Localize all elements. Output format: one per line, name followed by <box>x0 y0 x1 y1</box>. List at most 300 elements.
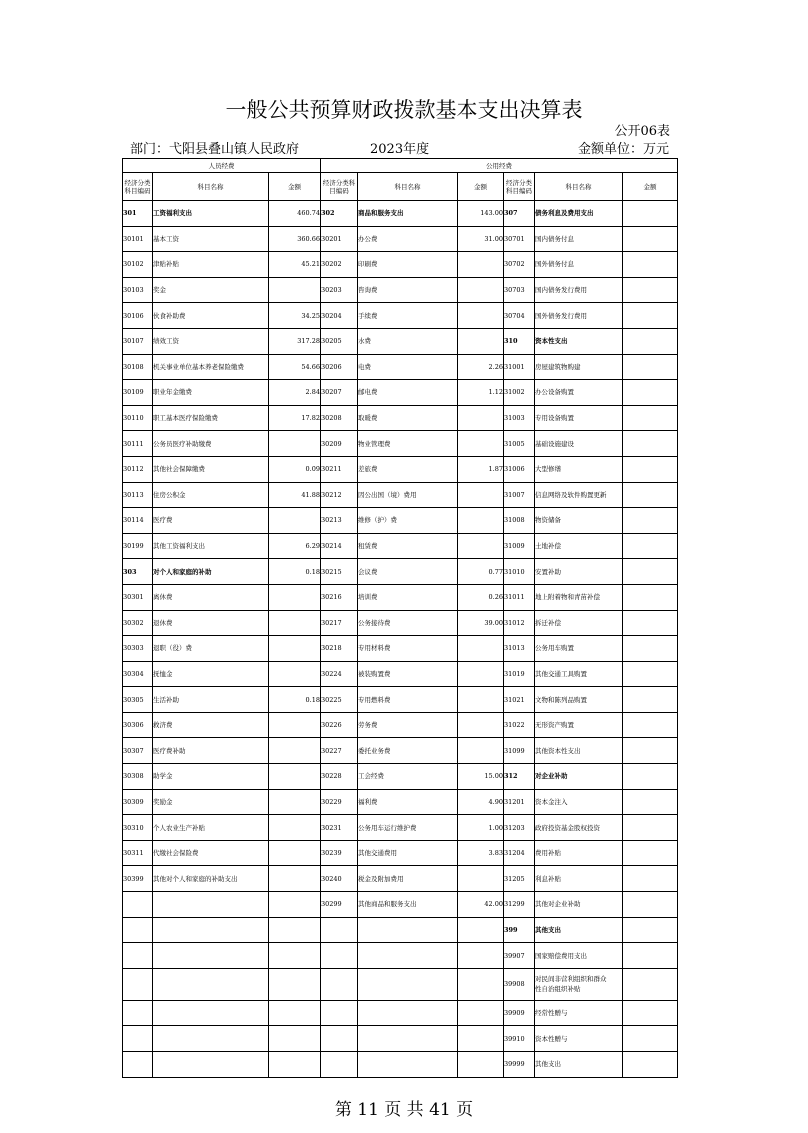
public-a-code-cell: 30206 <box>321 354 358 380</box>
personnel-name-cell: 绩效工资 <box>153 328 269 354</box>
public-b-code-cell: 31013 <box>504 636 535 662</box>
public-b-code-cell: 312 <box>504 764 535 790</box>
public-a-amount-cell <box>458 943 504 969</box>
public-b-name-cell: 政府投资基金股权投资 <box>535 815 623 841</box>
table-row <box>123 636 678 662</box>
public-b-name-cell: 其他资本性支出 <box>535 738 623 764</box>
public-a-code-cell: 30213 <box>321 508 358 534</box>
column-header-row <box>123 173 678 201</box>
personnel-name-cell: 救济费 <box>153 712 269 738</box>
public-a-name-cell: 因公出国（境）费用 <box>358 482 458 508</box>
personnel-amount-cell <box>269 431 321 457</box>
personnel-name-cell <box>153 1026 269 1052</box>
public-a-code-cell: 30226 <box>321 712 358 738</box>
public-a-amount-cell: 0.26 <box>458 584 504 610</box>
personnel-code-cell: 30399 <box>123 866 153 892</box>
personnel-code-cell: 30308 <box>123 764 153 790</box>
personnel-amount-cell: 17.82 <box>269 405 321 431</box>
personnel-code-cell: 30103 <box>123 277 153 303</box>
public-b-amount-cell <box>623 636 678 662</box>
public-a-code-cell <box>321 1026 358 1052</box>
personnel-amount-cell <box>269 738 321 764</box>
public-a-code-cell: 30209 <box>321 431 358 457</box>
public-a-code-cell: 30216 <box>321 584 358 610</box>
public-a-name-cell <box>358 1026 458 1052</box>
public-a-code-cell: 30214 <box>321 533 358 559</box>
personnel-code-cell: 30101 <box>123 226 153 252</box>
personnel-code-cell: 30114 <box>123 508 153 534</box>
public-a-amount-cell: 1.00 <box>458 815 504 841</box>
public-a-code-cell: 30208 <box>321 405 358 431</box>
public-b-name-cell: 国内债务付息 <box>535 226 623 252</box>
public-b-code-cell: 30703 <box>504 277 535 303</box>
table-row <box>123 584 678 610</box>
public-b-code-cell: 31099 <box>504 738 535 764</box>
table-row <box>123 533 678 559</box>
public-a-code-cell: 30202 <box>321 252 358 278</box>
public-a-name-cell <box>358 943 458 969</box>
public-a-amount-header: 金额 <box>458 173 504 201</box>
public-b-amount-cell <box>623 892 678 918</box>
table-number: 公开06表 <box>614 124 670 139</box>
personnel-name-cell: 生活补助 <box>153 687 269 713</box>
public-b-code-cell: 31201 <box>504 789 535 815</box>
public-b-name-cell: 拆迁补偿 <box>535 610 623 636</box>
public-b-name-cell: 债务利息及费用支出 <box>535 201 623 227</box>
public-a-name-cell: 办公费 <box>358 226 458 252</box>
table-row <box>123 277 678 303</box>
personnel-name-cell: 伙食补助费 <box>153 303 269 329</box>
public-a-name-cell: 印刷费 <box>358 252 458 278</box>
personnel-group-header: 人员经费 <box>123 159 321 173</box>
public-b-amount-cell <box>623 431 678 457</box>
personnel-amount-cell: 34.25 <box>269 303 321 329</box>
personnel-amount-cell: 0.09 <box>269 456 321 482</box>
personnel-amount-cell <box>269 866 321 892</box>
personnel-amount-cell <box>269 277 321 303</box>
public-a-amount-cell <box>458 252 504 278</box>
public-b-code-cell: 399 <box>504 917 535 943</box>
public-a-code-cell: 30205 <box>321 328 358 354</box>
personnel-code-cell: 30302 <box>123 610 153 636</box>
personnel-amount-cell <box>269 712 321 738</box>
public-b-amount-cell <box>623 840 678 866</box>
personnel-code-cell <box>123 917 153 943</box>
public-a-code-cell: 30211 <box>321 456 358 482</box>
table-row <box>123 764 678 790</box>
public-a-amount-cell: 3.83 <box>458 840 504 866</box>
personnel-name-cell: 代缴社会保险费 <box>153 840 269 866</box>
personnel-code-cell: 30107 <box>123 328 153 354</box>
table-row <box>123 226 678 252</box>
personnel-amount-cell: 45.21 <box>269 252 321 278</box>
personnel-name-cell: 奖金 <box>153 277 269 303</box>
table-row <box>123 815 678 841</box>
public-b-name-cell: 安置补助 <box>535 559 623 585</box>
public-b-code-cell: 31022 <box>504 712 535 738</box>
public-a-name-cell: 维修（护）费 <box>358 508 458 534</box>
public-b-amount-cell <box>623 277 678 303</box>
public-b-code-cell: 307 <box>504 201 535 227</box>
personnel-amount-cell <box>269 764 321 790</box>
table-row <box>123 354 678 380</box>
personnel-amount-cell <box>269 508 321 534</box>
table-body <box>123 201 678 1078</box>
public-a-name-cell: 公务用车运行维护费 <box>358 815 458 841</box>
public-a-code-cell: 30212 <box>321 482 358 508</box>
public-a-code-cell: 30228 <box>321 764 358 790</box>
public-b-amount-cell <box>623 712 678 738</box>
personnel-amount-cell <box>269 1026 321 1052</box>
public-b-amount-cell <box>623 1052 678 1078</box>
public-a-amount-cell: 31.00 <box>458 226 504 252</box>
personnel-code-cell: 30102 <box>123 252 153 278</box>
table-row <box>123 712 678 738</box>
public-a-amount-cell: 0.77 <box>458 559 504 585</box>
public-a-name-cell: 商品和服务支出 <box>358 201 458 227</box>
public-a-name-cell: 劳务费 <box>358 712 458 738</box>
personnel-code-cell: 30310 <box>123 815 153 841</box>
public-b-amount-cell <box>623 405 678 431</box>
personnel-amount-cell <box>269 1000 321 1026</box>
public-b-amount-header: 金额 <box>623 173 678 201</box>
personnel-code-cell: 30304 <box>123 661 153 687</box>
personnel-code-cell: 30109 <box>123 380 153 406</box>
public-b-code-cell: 31009 <box>504 533 535 559</box>
table-row <box>123 303 678 329</box>
public-b-amount-cell <box>623 533 678 559</box>
table-row <box>123 840 678 866</box>
public-a-name-cell <box>358 1052 458 1078</box>
personnel-name-cell: 退休费 <box>153 610 269 636</box>
personnel-name-cell <box>153 917 269 943</box>
personnel-name-cell: 退职（役）费 <box>153 636 269 662</box>
public-b-name-cell: 地上附着物和青苗补偿 <box>535 584 623 610</box>
personnel-amount-cell: 360.66 <box>269 226 321 252</box>
public-b-amount-cell <box>623 1026 678 1052</box>
table-row <box>123 201 678 227</box>
personnel-amount-cell <box>269 892 321 918</box>
table-row <box>123 405 678 431</box>
public-b-name-cell: 其他交通工具购置 <box>535 661 623 687</box>
public-b-amount-cell <box>623 354 678 380</box>
personnel-amount-cell <box>269 840 321 866</box>
personnel-code-cell: 30301 <box>123 584 153 610</box>
personnel-code-cell: 30307 <box>123 738 153 764</box>
personnel-code-cell <box>123 892 153 918</box>
public-b-code-cell: 39908 <box>504 968 535 1000</box>
personnel-amount-cell <box>269 610 321 636</box>
budget-table <box>122 158 678 1078</box>
personnel-name-cell: 抚恤金 <box>153 661 269 687</box>
public-a-code-cell: 30240 <box>321 866 358 892</box>
public-a-code-cell: 30231 <box>321 815 358 841</box>
public-a-name-cell: 水费 <box>358 328 458 354</box>
public-a-amount-cell: 2.26 <box>458 354 504 380</box>
personnel-amount-cell: 2.84 <box>269 380 321 406</box>
personnel-name-cell <box>153 1052 269 1078</box>
personnel-name-cell <box>153 943 269 969</box>
public-b-code-cell: 31006 <box>504 456 535 482</box>
table-row <box>123 661 678 687</box>
public-a-name-cell: 会议费 <box>358 559 458 585</box>
public-a-name-cell: 差旅费 <box>358 456 458 482</box>
public-b-code-cell: 31008 <box>504 508 535 534</box>
public-b-name-cell: 费用补贴 <box>535 840 623 866</box>
personnel-amount-cell: 6.29 <box>269 533 321 559</box>
public-b-name-cell: 利息补贴 <box>535 866 623 892</box>
public-b-name-cell: 国家赔偿费用支出 <box>535 943 623 969</box>
public-a-name-cell <box>358 917 458 943</box>
public-a-code-cell: 30218 <box>321 636 358 662</box>
public-a-name-cell: 电费 <box>358 354 458 380</box>
public-a-name-cell: 福利费 <box>358 789 458 815</box>
personnel-name-cell: 其他社会保障缴费 <box>153 456 269 482</box>
public-a-name-cell: 其他交通费用 <box>358 840 458 866</box>
public-a-code-cell: 30215 <box>321 559 358 585</box>
personnel-code-cell: 30309 <box>123 789 153 815</box>
personnel-name-cell: 奖励金 <box>153 789 269 815</box>
personnel-name-cell: 公务员医疗补助缴费 <box>153 431 269 457</box>
public-a-amount-cell <box>458 712 504 738</box>
public-b-name-cell: 经常性赠与 <box>535 1000 623 1026</box>
public-b-name-cell: 其他支出 <box>535 917 623 943</box>
public-b-name-cell: 国外债务付息 <box>535 252 623 278</box>
public-b-code-cell: 31001 <box>504 354 535 380</box>
public-b-name-cell: 国内债务发行费用 <box>535 277 623 303</box>
table-row <box>123 508 678 534</box>
personnel-name-cell: 离休费 <box>153 584 269 610</box>
personnel-code-cell: 303 <box>123 559 153 585</box>
public-b-name-cell: 其他对企业补助 <box>535 892 623 918</box>
personnel-name-cell <box>153 1000 269 1026</box>
public-b-name-cell: 对企业补助 <box>535 764 623 790</box>
public-b-amount-cell <box>623 815 678 841</box>
personnel-code-cell: 30305 <box>123 687 153 713</box>
personnel-amount-cell: 317.28 <box>269 328 321 354</box>
public-a-code-cell: 30203 <box>321 277 358 303</box>
personnel-amount-cell: 460.74 <box>269 201 321 227</box>
public-a-code-cell: 30239 <box>321 840 358 866</box>
table-row <box>123 687 678 713</box>
public-a-code-cell: 30201 <box>321 226 358 252</box>
table-row <box>123 559 678 585</box>
public-a-name-cell: 物业管理费 <box>358 431 458 457</box>
public-b-amount-cell <box>623 252 678 278</box>
public-a-name-cell: 其他商品和服务支出 <box>358 892 458 918</box>
table-row <box>123 610 678 636</box>
public-a-amount-cell <box>458 328 504 354</box>
public-b-amount-cell <box>623 738 678 764</box>
public-a-name-cell: 咨询费 <box>358 277 458 303</box>
public-b-name-cell: 土地补偿 <box>535 533 623 559</box>
page-title: 一般公共预算财政拨款基本支出决算表 <box>225 98 583 122</box>
public-b-name-cell: 资本性赠与 <box>535 1026 623 1052</box>
public-b-code-cell: 39999 <box>504 1052 535 1078</box>
amount-unit-label: 金额单位：万元 <box>578 142 670 157</box>
public-b-code-cell: 39910 <box>504 1026 535 1052</box>
personnel-name-cell: 津贴补贴 <box>153 252 269 278</box>
public-a-name-cell <box>358 968 458 1000</box>
personnel-code-cell: 30108 <box>123 354 153 380</box>
table-row <box>123 789 678 815</box>
personnel-name-cell: 个人农业生产补贴 <box>153 815 269 841</box>
public-b-name-cell: 大型修缮 <box>535 456 623 482</box>
public-a-name-cell: 被装购置费 <box>358 661 458 687</box>
personnel-name-cell: 基本工资 <box>153 226 269 252</box>
public-b-code-cell: 31019 <box>504 661 535 687</box>
public-a-amount-cell: 4.90 <box>458 789 504 815</box>
public-a-amount-cell <box>458 636 504 662</box>
public-a-amount-cell: 143.00 <box>458 201 504 227</box>
personnel-name-cell <box>153 892 269 918</box>
public-a-code-cell <box>321 968 358 1000</box>
public-a-name-cell: 邮电费 <box>358 380 458 406</box>
personnel-amount-cell <box>269 968 321 1000</box>
public-b-code-cell: 39907 <box>504 943 535 969</box>
personnel-name-cell <box>153 968 269 1000</box>
personnel-code-cell <box>123 1026 153 1052</box>
public-b-code-cell: 31007 <box>504 482 535 508</box>
public-a-amount-cell: 15.00 <box>458 764 504 790</box>
personnel-name-cell: 职工基本医疗保险缴费 <box>153 405 269 431</box>
public-b-name-cell: 无形资产购置 <box>535 712 623 738</box>
public-a-amount-cell: 1.87 <box>458 456 504 482</box>
public-b-name-cell: 物资储备 <box>535 508 623 534</box>
table-row <box>123 866 678 892</box>
public-a-amount-cell <box>458 968 504 1000</box>
department-label: 部门：弋阳县叠山镇人民政府 <box>130 142 300 157</box>
table-row <box>123 943 678 969</box>
table-row <box>123 1052 678 1078</box>
public-b-name-cell: 专用设备购置 <box>535 405 623 431</box>
public-b-code-cell: 310 <box>504 328 535 354</box>
personnel-code-cell: 30110 <box>123 405 153 431</box>
public-b-code-cell: 31021 <box>504 687 535 713</box>
public-a-name-cell: 手续费 <box>358 303 458 329</box>
public-b-code-cell: 30701 <box>504 226 535 252</box>
personnel-code-cell: 30306 <box>123 712 153 738</box>
public-a-code-cell: 302 <box>321 201 358 227</box>
public-b-name-cell: 对民间非营利组织和群众性自治组织补贴 <box>535 968 623 1000</box>
public-b-code-cell: 31010 <box>504 559 535 585</box>
public-a-name-cell: 专用材料费 <box>358 636 458 662</box>
personnel-code-cell: 30311 <box>123 840 153 866</box>
public-b-code-cell: 39909 <box>504 1000 535 1026</box>
public-a-name-cell: 工会经费 <box>358 764 458 790</box>
public-b-amount-cell <box>623 866 678 892</box>
table-row <box>123 738 678 764</box>
table-row <box>123 482 678 508</box>
personnel-code-cell <box>123 943 153 969</box>
personnel-amount-cell <box>269 815 321 841</box>
personnel-amount-cell <box>269 661 321 687</box>
personnel-name-cell: 医疗费补助 <box>153 738 269 764</box>
personnel-name-cell: 医疗费 <box>153 508 269 534</box>
personnel-code-cell: 30111 <box>123 431 153 457</box>
table-row <box>123 1026 678 1052</box>
public-b-amount-cell <box>623 456 678 482</box>
public-a-name-cell: 培训费 <box>358 584 458 610</box>
personnel-name-cell: 其他工资福利支出 <box>153 533 269 559</box>
public-b-amount-cell <box>623 764 678 790</box>
public-b-code-cell: 31204 <box>504 840 535 866</box>
public-a-name-cell: 专用燃料费 <box>358 687 458 713</box>
public-b-amount-cell <box>623 1000 678 1026</box>
public-b-amount-cell <box>623 201 678 227</box>
personnel-name-cell: 对个人和家庭的补助 <box>153 559 269 585</box>
public-a-amount-cell <box>458 866 504 892</box>
public-a-code-header: 经济分类科目编码 <box>321 173 358 201</box>
personnel-code-cell: 30113 <box>123 482 153 508</box>
public-b-amount-cell <box>623 968 678 1000</box>
public-a-amount-cell <box>458 508 504 534</box>
public-a-code-cell <box>321 917 358 943</box>
personnel-code-cell: 301 <box>123 201 153 227</box>
public-a-code-cell: 30224 <box>321 661 358 687</box>
public-b-name-header: 科目名称 <box>535 173 623 201</box>
personnel-name-header: 科目名称 <box>153 173 269 201</box>
public-a-code-cell: 30299 <box>321 892 358 918</box>
public-b-code-cell: 30704 <box>504 303 535 329</box>
public-a-name-cell: 租赁费 <box>358 533 458 559</box>
public-a-code-cell <box>321 943 358 969</box>
personnel-amount-cell: 0.18 <box>269 687 321 713</box>
public-a-name-cell <box>358 1000 458 1026</box>
public-b-code-header: 经济分类科目编码 <box>504 173 535 201</box>
public-b-code-cell: 31205 <box>504 866 535 892</box>
public-b-code-cell: 31003 <box>504 405 535 431</box>
public-b-amount-cell <box>623 482 678 508</box>
personnel-code-cell: 30112 <box>123 456 153 482</box>
public-b-code-cell: 31203 <box>504 815 535 841</box>
public-b-name-cell: 公务用车购置 <box>535 636 623 662</box>
public-b-name-cell: 基础设施建设 <box>535 431 623 457</box>
personnel-name-cell: 工资福利支出 <box>153 201 269 227</box>
personnel-amount-cell: 0.18 <box>269 559 321 585</box>
public-a-code-cell: 30227 <box>321 738 358 764</box>
personnel-code-cell <box>123 1000 153 1026</box>
public-a-name-cell: 取暖费 <box>358 405 458 431</box>
personnel-amount-cell: 54.66 <box>269 354 321 380</box>
public-a-amount-cell <box>458 687 504 713</box>
public-b-amount-cell <box>623 584 678 610</box>
public-a-amount-cell <box>458 431 504 457</box>
public-a-code-cell: 30204 <box>321 303 358 329</box>
public-b-code-cell: 31011 <box>504 584 535 610</box>
public-a-code-cell: 30229 <box>321 789 358 815</box>
public-a-name-cell: 税金及附加费用 <box>358 866 458 892</box>
personnel-amount-cell <box>269 917 321 943</box>
public-b-amount-cell <box>623 380 678 406</box>
public-b-name-cell: 房屋建筑物购建 <box>535 354 623 380</box>
personnel-code-cell: 30106 <box>123 303 153 329</box>
public-a-code-cell <box>321 1000 358 1026</box>
table-row <box>123 1000 678 1026</box>
personnel-amount-cell <box>269 1052 321 1078</box>
public-a-name-header: 科目名称 <box>358 173 458 201</box>
public-b-amount-cell <box>623 303 678 329</box>
public-b-amount-cell <box>623 661 678 687</box>
table-row <box>123 328 678 354</box>
public-b-code-cell: 30702 <box>504 252 535 278</box>
public-a-code-cell: 30207 <box>321 380 358 406</box>
personnel-name-cell: 机关事业单位基本养老保险缴费 <box>153 354 269 380</box>
table-row <box>123 456 678 482</box>
personnel-name-cell: 职业年金缴费 <box>153 380 269 406</box>
public-b-code-cell: 31002 <box>504 380 535 406</box>
personnel-amount-cell <box>269 584 321 610</box>
